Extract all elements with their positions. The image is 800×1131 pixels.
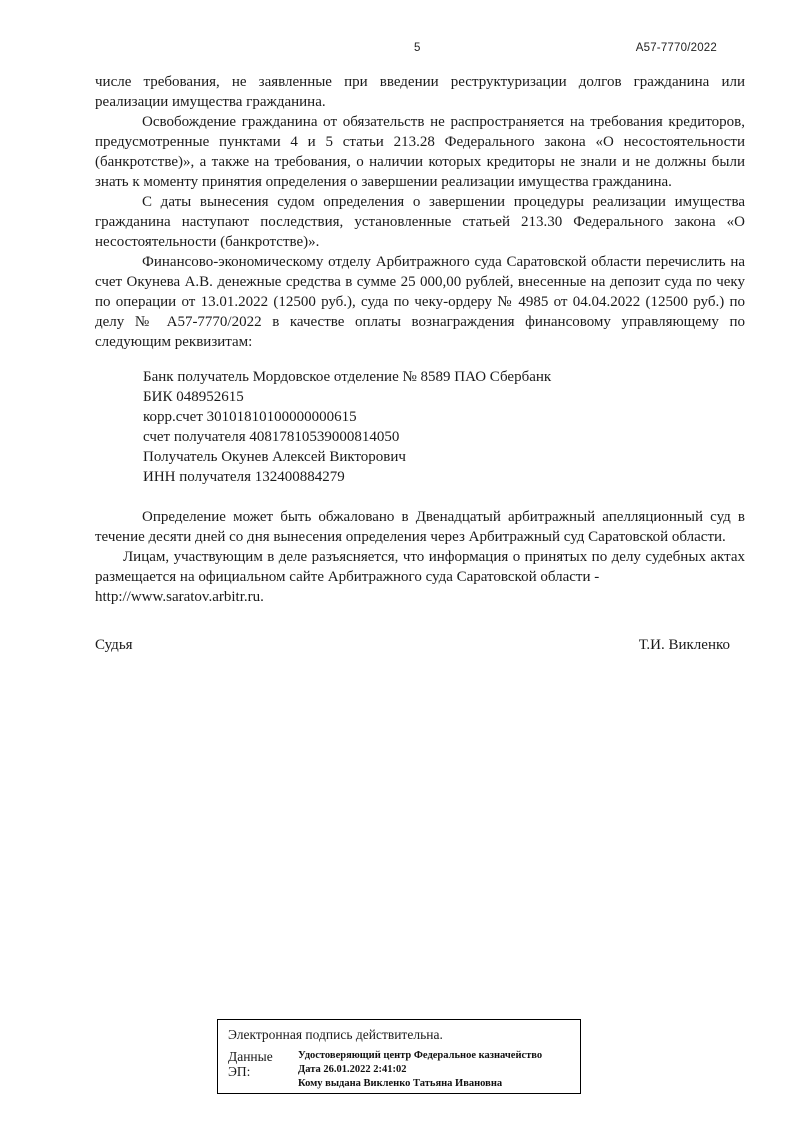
paragraph: числе требования, не заявленные при введении реструктуризации долгов гражданина или реализации имущества гражданина. [95,74,745,110]
document-body [95,72,745,655]
signature-row [95,635,745,655]
paragraph: Освобождение гражданина от обязательств не распространяется на требования кредиторов, предусмотренные пунктами 4 и 5 статьи 213.28 Федерального закона «О несостоятельности (банкротстве)», а также на требования, о наличии которых кредиторы не знали и не должны были знать к моменту принятия определения о завершении реализации имущества гражданина. [95,114,745,190]
bank-details-line: Получатель Окунев Алексей Викторович [143,449,406,465]
stamp-detail-line: Дата 26.01.2022 2:41:02 [298,1064,407,1075]
page-header [0,42,800,58]
info-paragraph [95,547,745,607]
bank-details-line: счет получателя 40817810539000814050 [143,429,400,445]
court-site-url: http://www.saratov.arbitr.ru. [95,589,264,605]
bank-details-line: БИК 048952615 [143,389,244,405]
bank-details-line: корр.счет 30101810100000000615 [143,409,357,425]
judge-role-label: Судья [95,637,133,653]
paragraph: Финансово-экономическому отделу Арбитражного суда Саратовской области перечислить на счет Окунева А.В. денежные средства в сумме 25 000,00 рублей, внесенные на депозит суда по чеку по операции от 13.01.2022 (12500 руб.), суда по чеку-ордеру № 4985 от 04.04.2022 (12500 руб.) по делу № А57-7770/2022 в качестве оплаты вознаграждения финансовому управляющему по следующим реквизитам: [95,254,745,350]
stamp-validity-text: Электронная подпись действительна. [228,1027,443,1042]
case-number: А57-7770/2022 [635,42,717,54]
bank-details-block [143,367,745,487]
stamp-detail-line: Удостоверяющий центр Федеральное казначейство [298,1050,543,1061]
stamp-detail-line: Кому выдана Викленко Татьяна Ивановна [298,1078,503,1089]
paragraph: С даты вынесения судом определения о завершении процедуры реализации имущества гражданина наступают последствия, установленные статьей 213.30 Федерального закона «О несостоятельности (банкротстве)». [95,194,745,250]
bank-details-line: ИНН получателя 132400884279 [143,469,345,485]
stamp-data-label: Данные ЭП: [228,1049,273,1079]
appeal-paragraph: Определение может быть обжаловано в Двенадцатый арбитражный апелляционный суд в течение десяти дней со дня вынесения определения через Арбитражный суд Саратовской области. [95,509,745,545]
bank-details-line: Банк получатель Мордовское отделение № 8589 ПАО Сбербанк [143,369,552,385]
stamp-data-row [228,1049,570,1091]
page-number: 5 [414,42,421,54]
electronic-signature-stamp [217,1019,581,1094]
stamp-details [298,1049,542,1091]
info-paragraph-text: Лицам, участвующим в деле разъясняется, что информация о принятых по делу судебных актах размещается на официальном сайте Арбитражного суда Саратовской области - [95,549,745,585]
judge-name: Т.И. Викленко [638,637,730,653]
